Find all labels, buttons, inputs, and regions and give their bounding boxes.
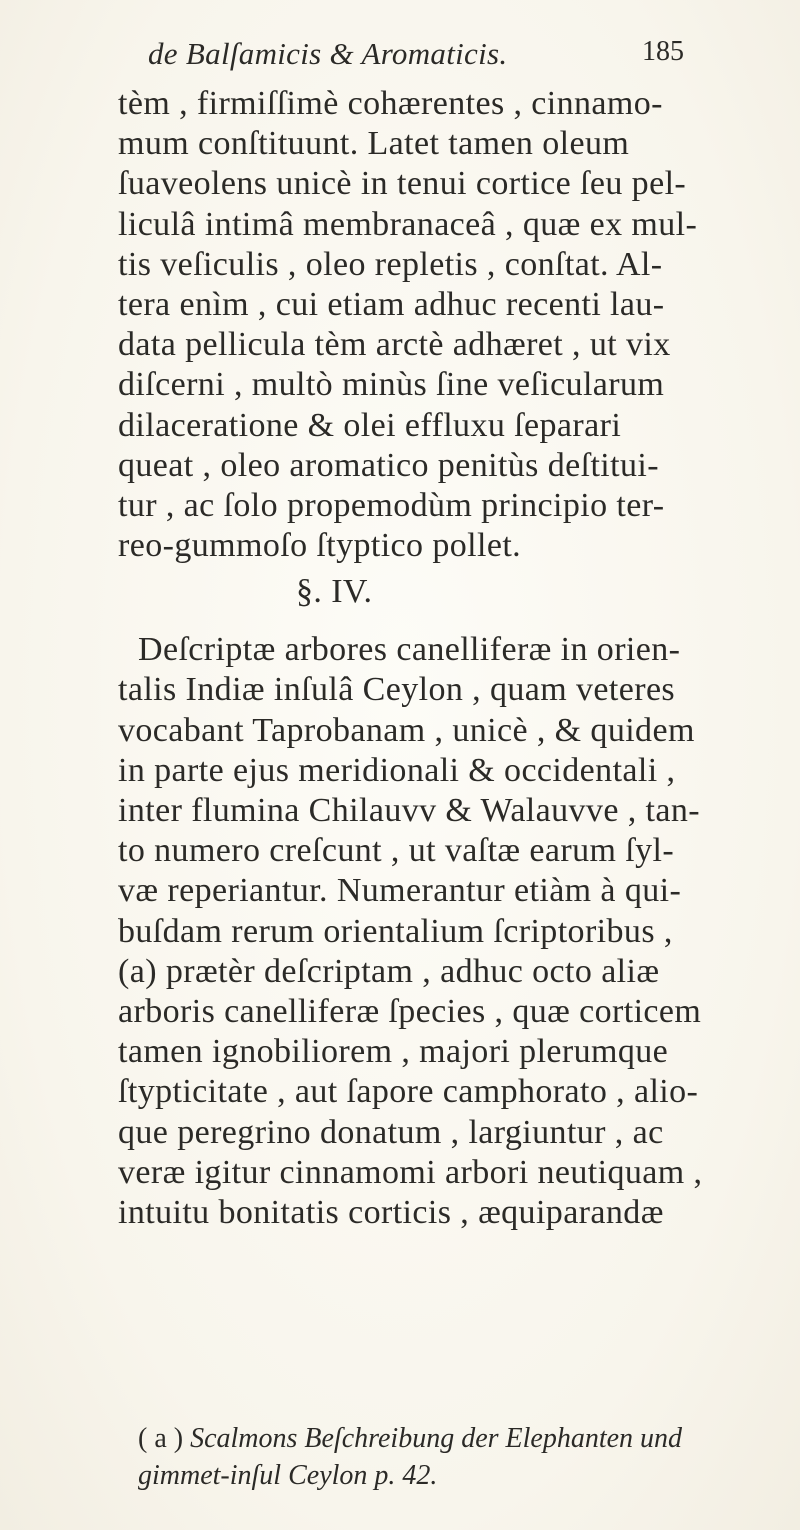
text-line: liculâ intimâ membranaceâ , quæ ex mul- <box>118 205 698 243</box>
text-line: reo-gummoſo ſtyptico pollet. <box>118 527 522 565</box>
text-line: ſuaveolens unicè in tenui cortice ſeu pel- <box>118 165 687 203</box>
text-line: to numero creſcunt , ut vaſtæ earum ſyl- <box>118 832 675 870</box>
section-spacer <box>118 618 778 630</box>
text-line: tur , ac ſolo propemodùm principio ter- <box>118 486 665 524</box>
footnote-line-1 <box>138 1420 778 1457</box>
page-header <box>148 36 708 86</box>
running-title: de Balſamicis & Aromaticis. <box>148 36 508 71</box>
text-line: intuitu bonitatis corticis , æquiparandæ <box>118 1193 664 1231</box>
text-line: tis veſiculis , oleo repletis , conſtat. Al- <box>118 245 663 283</box>
text-line: queat , oleo aromatico penitùs deſtitui- <box>118 446 659 484</box>
text-line: inter flumina Chilauvv & Walauvve , tan- <box>118 792 700 829</box>
text-line: mum conſtituunt. Latet tamen oleum <box>118 125 630 163</box>
text-line: arboris canelliferæ ſpecies , quæ corticem <box>118 992 702 1030</box>
text-line: tamen ignobiliorem , majori plerumque <box>118 1033 669 1071</box>
main-text <box>118 84 778 1233</box>
text-line: væ reperiantur. Numerantur etiàm à qui- <box>118 872 682 910</box>
text-line: Deſcriptæ arbores canelliferæ in orien- <box>138 631 681 669</box>
footnote-citation: Scalmons Beſchreibung der Elephanten und <box>190 1423 683 1454</box>
footnote-marker: ( a ) <box>138 1423 184 1454</box>
text-line: (a) prætèr deſcriptam , adhuc octo aliæ <box>118 952 660 990</box>
text-line: dilaceratione & olei effluxu ſeparari <box>118 406 622 444</box>
footnote <box>138 1420 778 1494</box>
text-line: tèm , firmiſſimè cohærentes , cinnamo- <box>118 85 663 122</box>
page-number: 185 <box>642 36 684 67</box>
section-heading: §. IV. <box>296 573 373 611</box>
text-line: veræ igitur cinnamomi arbori neutiquam , <box>118 1153 703 1191</box>
footnote-line-2: gimmet-inſul Ceylon p. 42. <box>138 1460 438 1491</box>
text-line: data pellicula tèm arctè adhæret , ut vix <box>118 326 671 364</box>
text-line: ſtypticitate , aut ſapore camphorato , alio- <box>118 1073 699 1111</box>
text-line: in parte ejus meridionali & occidentali , <box>118 751 676 789</box>
text-line: que peregrino donatum , largiuntur , ac <box>118 1113 664 1151</box>
text-line: tera enìm , cui etiam adhuc recenti lau- <box>118 285 665 323</box>
text-line: vocabant Taprobanam , unicè , & quidem <box>118 711 695 749</box>
paragraph-1 <box>118 84 778 566</box>
text-line: diſcerni , multò minùs ſine veſicularum <box>118 366 665 404</box>
text-line: buſdam rerum orientalium ſcriptoribus , <box>118 912 673 950</box>
paragraph-2 <box>118 630 778 1233</box>
text-line: talis Indiæ inſulâ Ceylon , quam veteres <box>118 671 676 709</box>
